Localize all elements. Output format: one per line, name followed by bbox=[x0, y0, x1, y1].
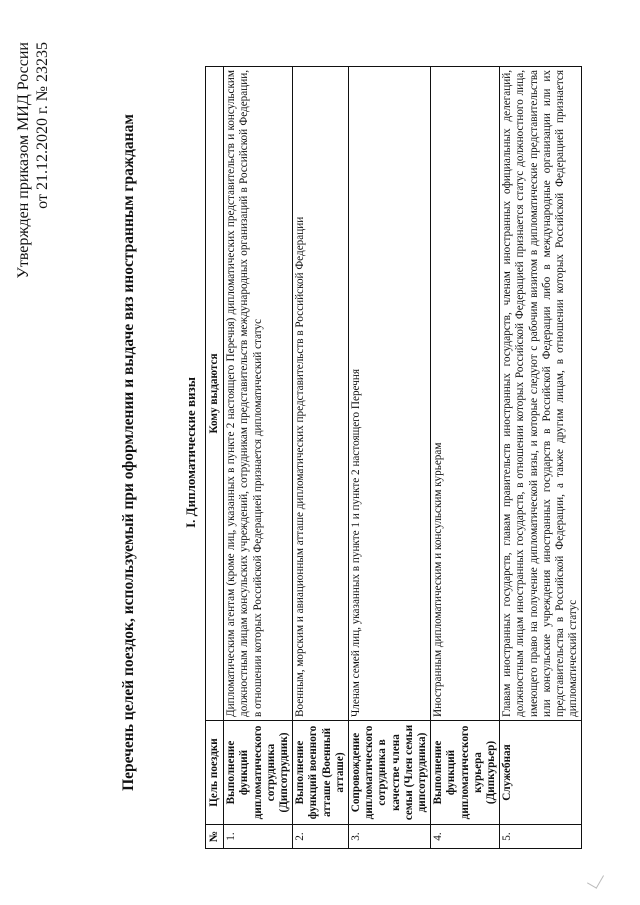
approval-stamp bbox=[14, 42, 52, 278]
row-num: 2. bbox=[293, 825, 349, 849]
row-num: 4. bbox=[431, 825, 500, 849]
row-purpose: Выполнение функций военного атташе (Военный атташе) bbox=[293, 721, 349, 825]
table-row bbox=[224, 67, 293, 849]
table-row bbox=[349, 67, 431, 849]
approval-line-2: от 21.12.2020 г. № 23235 bbox=[34, 42, 51, 209]
table-row bbox=[500, 67, 582, 849]
row-issued-to: Членам семей лиц, указанных в пункте 1 и пункте 2 настоящего Перечня bbox=[349, 67, 431, 721]
row-purpose: Выполнение функций дипломатического сотрудника (Дипсотрудник) bbox=[224, 721, 293, 825]
table-row bbox=[431, 67, 500, 849]
row-issued-to: Военным, морским и авиационным атташе дипломатических представительств в Российской Федерации bbox=[293, 67, 349, 721]
table-row bbox=[293, 67, 349, 849]
section-title: I. Дипломатические визы bbox=[183, 377, 198, 528]
table-header-row bbox=[206, 67, 224, 849]
row-num: 5. bbox=[500, 825, 582, 849]
row-num: 3. bbox=[349, 825, 431, 849]
header-issued-to: Кому выдаются bbox=[206, 67, 224, 721]
row-issued-to: Дипломатическим агентам (кроме лиц, указанных в пункте 2 настоящего Перечня) дипломатических представительств и консульским должностным лицам консульских учреждений, сотрудникам представительств международных организаций в Российской Федерации, в отношении которых Российской Федерацией признается дипломатический статус bbox=[224, 67, 293, 721]
row-purpose: Служебная bbox=[500, 721, 582, 825]
row-issued-to: Главам иностранных государств, главам правительств иностранных государств, членам иностранных официальных делегаций, должностным лицам иностранных государств, в отношении которых Российской Федерацией признается статус должностного лица, имеющего право на получение дипломатической визы, и которые следуют с рабочим визитом в дипломатические представительства или консульские учреждения иностранных государств в Российской Федерации либо в международные организации или их представительства в Российской Федерации, а также другим лицам, в отношении которых Российской Федерацией признается дипломатический статус bbox=[500, 67, 582, 721]
document-title: Перечень целей поездок, используемый при оформлении и выдаче виз иностранным гражданам bbox=[120, 114, 137, 791]
row-num: 1. bbox=[224, 825, 293, 849]
row-issued-to: Иностранным дипломатическим и консульским курьерам bbox=[431, 67, 500, 721]
approval-line-1: Утвержден приказом МИД России bbox=[15, 42, 32, 279]
header-purpose: Цель поездки bbox=[206, 721, 224, 825]
row-purpose: Выполнение функций дипломатического курьера (Дипкурьер) bbox=[431, 721, 500, 825]
header-num: № bbox=[206, 825, 224, 849]
visa-purposes-table bbox=[205, 66, 582, 849]
row-purpose: Сопровождение дипломатического сотрудника в качестве члена семьи (Член семьи дипсотрудника) bbox=[349, 721, 431, 825]
scan-artifact bbox=[587, 870, 604, 888]
